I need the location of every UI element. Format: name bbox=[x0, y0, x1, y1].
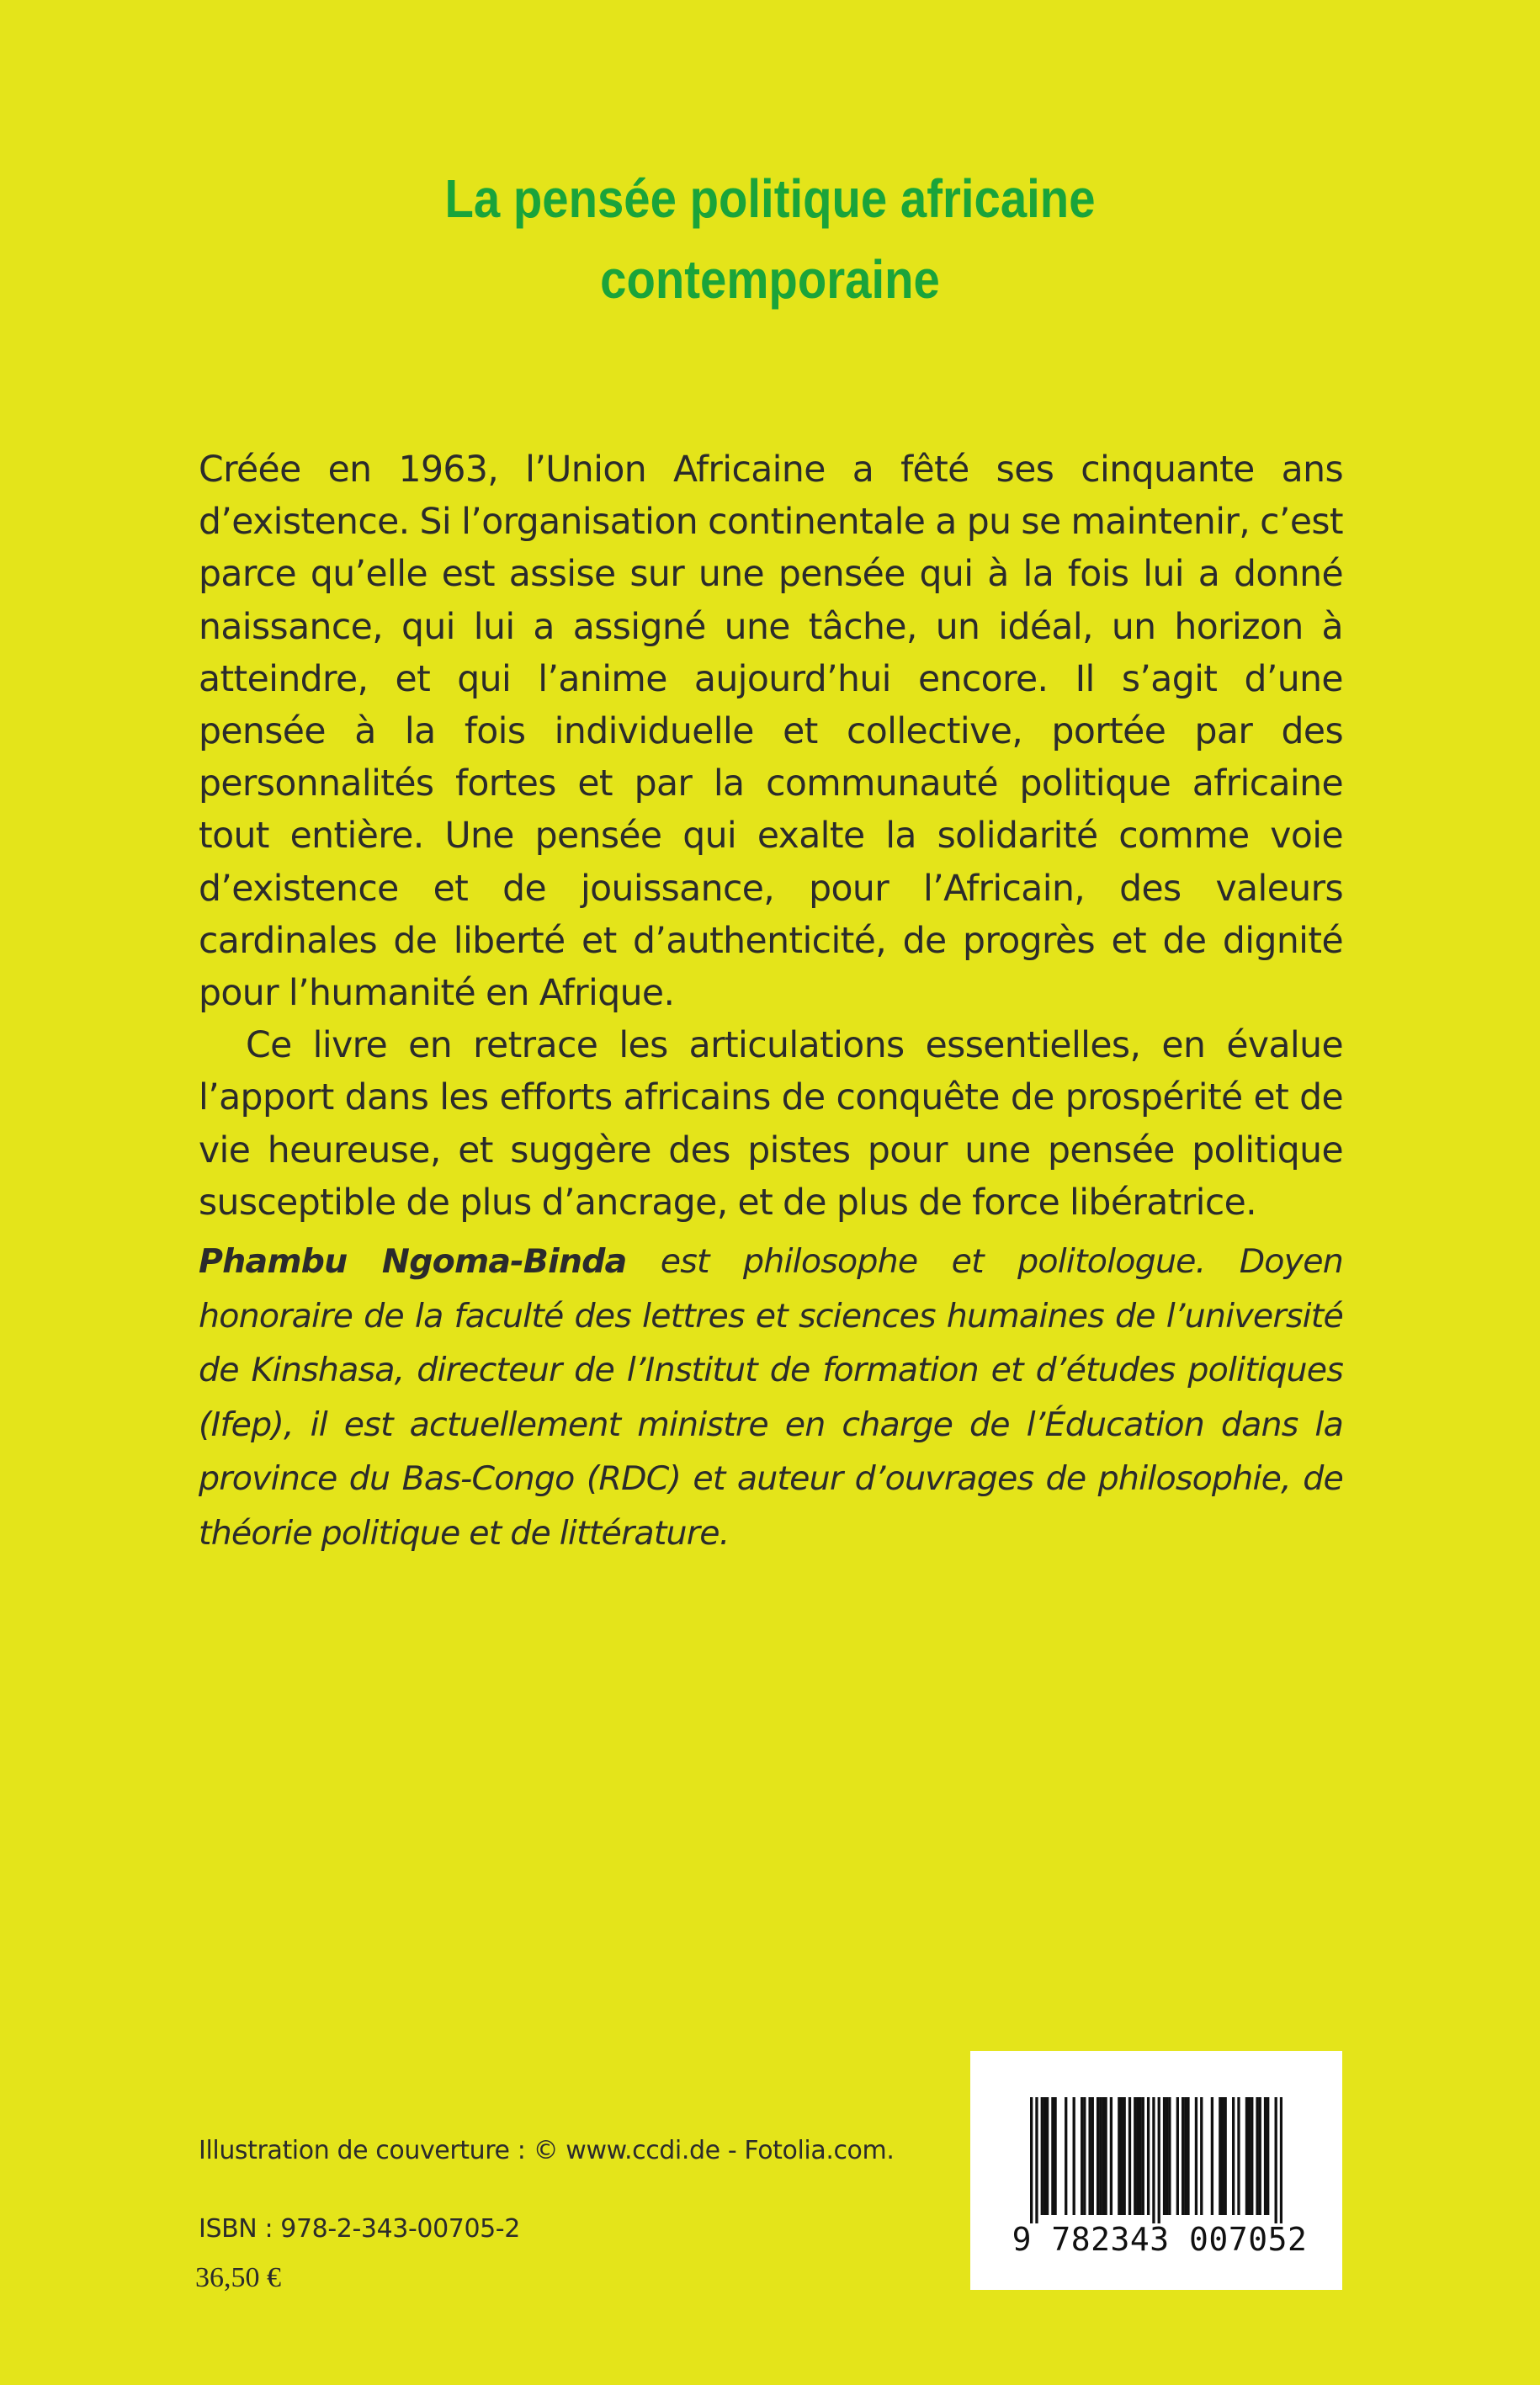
author-bio-paragraph bbox=[199, 1235, 1343, 1560]
barcode-bar bbox=[1091, 2097, 1094, 2215]
barcode-bar bbox=[1176, 2097, 1179, 2215]
barcode-bar bbox=[1152, 2097, 1155, 2223]
barcode-bar bbox=[1088, 2097, 1091, 2215]
barcode-bar bbox=[1219, 2097, 1221, 2215]
barcode-bar bbox=[1073, 2097, 1075, 2215]
barcode-bar bbox=[1163, 2097, 1166, 2215]
barcode-bar bbox=[1187, 2097, 1189, 2215]
isbn: ISBN : 978-2-343-00705-2 bbox=[199, 2214, 520, 2244]
back-cover-blurb bbox=[199, 444, 1343, 1230]
barcode-bar bbox=[1211, 2097, 1213, 2215]
barcode-bar bbox=[1158, 2097, 1160, 2223]
book-title-line-1: La pensée politique africaine bbox=[444, 168, 1096, 229]
book-title bbox=[93, 158, 1447, 320]
barcode-bar bbox=[1232, 2097, 1235, 2215]
author-bio-text: est philosophe et politologue. Doyen honoraire de la faculté des lettres et sciences humaines de l’université de Kinshasa, directeur de l’Institut de formation et d’études politiques (Ifep), il est actuellement ministre en charge de l’Éducation dans la province du Bas-Congo (RDC) et auteur d’ouvrages de philosophie, de théorie politique et de littérature. bbox=[199, 1242, 1343, 1553]
barcode-bar bbox=[1237, 2097, 1240, 2215]
barcode-bar bbox=[1136, 2097, 1139, 2215]
barcode-bar bbox=[1267, 2097, 1269, 2215]
blurb-paragraph-1: Créée en 1963, l’Union Africaine a fêté ses cinquante ans d’existence. Si l’organisation continentale a pu se maintenir, c’est parce qu’elle est assise sur une pensée qui à la fois lui a donné naissance, qui lui a assigné une tâche, un idéal, un horizon à atteindre, et qui l’anime aujourd’hui encore. Il s’agit d’une pensée à la fois individuelle et collective, portée par des personnalités fortes et par la communauté politique africaine tout entière. Une pensée qui exalte la solidarité comme voie d’existence et de jouissance, pour l’Africain, des valeurs cardinales de liberté et d’authenticité, de progrès et de dignité pour l’humanité en Afrique. bbox=[199, 449, 1343, 1015]
barcode-bar bbox=[1256, 2097, 1258, 2215]
barcode-bar bbox=[1264, 2097, 1267, 2215]
barcode-bar bbox=[1041, 2097, 1043, 2215]
price: 36,50 € bbox=[195, 2262, 281, 2293]
barcode-bar bbox=[1123, 2097, 1126, 2215]
barcode-bar bbox=[1245, 2097, 1248, 2215]
barcode-bar bbox=[1120, 2097, 1123, 2215]
barcode-bar bbox=[1147, 2097, 1150, 2215]
author-bio bbox=[199, 1235, 1343, 1560]
barcode-bar bbox=[1142, 2097, 1144, 2215]
barcode-bar bbox=[1043, 2097, 1046, 2215]
barcode bbox=[970, 2051, 1342, 2290]
barcode-bar bbox=[1259, 2097, 1261, 2215]
barcode-bar bbox=[1195, 2097, 1197, 2215]
barcode-bar bbox=[1280, 2097, 1282, 2223]
barcode-bar bbox=[1097, 2097, 1099, 2215]
barcode-bar bbox=[1248, 2097, 1251, 2215]
author-name: Phambu Ngoma-Binda bbox=[199, 1242, 627, 1281]
barcode-bar bbox=[1139, 2097, 1141, 2215]
barcode-digits: 9 782343 007052 bbox=[1012, 2221, 1308, 2258]
barcode-bar bbox=[1184, 2097, 1187, 2215]
barcode-bar bbox=[1110, 2097, 1113, 2215]
barcode-bar bbox=[1083, 2097, 1086, 2215]
barcode-bar bbox=[1054, 2097, 1056, 2215]
barcode-bar bbox=[1104, 2097, 1107, 2215]
barcode-bar bbox=[1182, 2097, 1184, 2215]
barcode-bar bbox=[1134, 2097, 1136, 2215]
barcode-bar bbox=[1046, 2097, 1049, 2215]
cover-illustration-credit: Illustration de couverture : © www.ccdi.de - Fotolia.com. bbox=[199, 2136, 895, 2165]
barcode-bars bbox=[1030, 2097, 1282, 2223]
blurb-paragraph-2: Ce livre en retrace les articulations essentielles, en évalue l’apport dans les efforts africains de conquête de prospérité et de vie heureuse, et suggère des pistes pour une pensée politique susceptible de plus d’ancrage, et de plus de force libératrice. bbox=[199, 1025, 1343, 1224]
barcode-bar bbox=[1099, 2097, 1102, 2215]
barcode-bar bbox=[1102, 2097, 1104, 2215]
barcode-bar bbox=[1035, 2097, 1038, 2223]
barcode-bar bbox=[1251, 2097, 1253, 2215]
barcode-bar bbox=[1221, 2097, 1224, 2215]
barcode-bar bbox=[1224, 2097, 1227, 2215]
barcode-bar bbox=[1166, 2097, 1168, 2215]
barcode-bar bbox=[1065, 2097, 1067, 2215]
barcode-bar bbox=[1081, 2097, 1083, 2215]
barcode-bar bbox=[1168, 2097, 1171, 2215]
barcode-bar bbox=[1275, 2097, 1277, 2223]
barcode-bar bbox=[1051, 2097, 1054, 2215]
barcode-bar bbox=[1200, 2097, 1203, 2215]
book-title-line-2: contemporaine bbox=[600, 249, 940, 310]
barcode-bar bbox=[1118, 2097, 1120, 2215]
barcode-bar bbox=[1128, 2097, 1131, 2215]
barcode-bar bbox=[1030, 2097, 1033, 2223]
